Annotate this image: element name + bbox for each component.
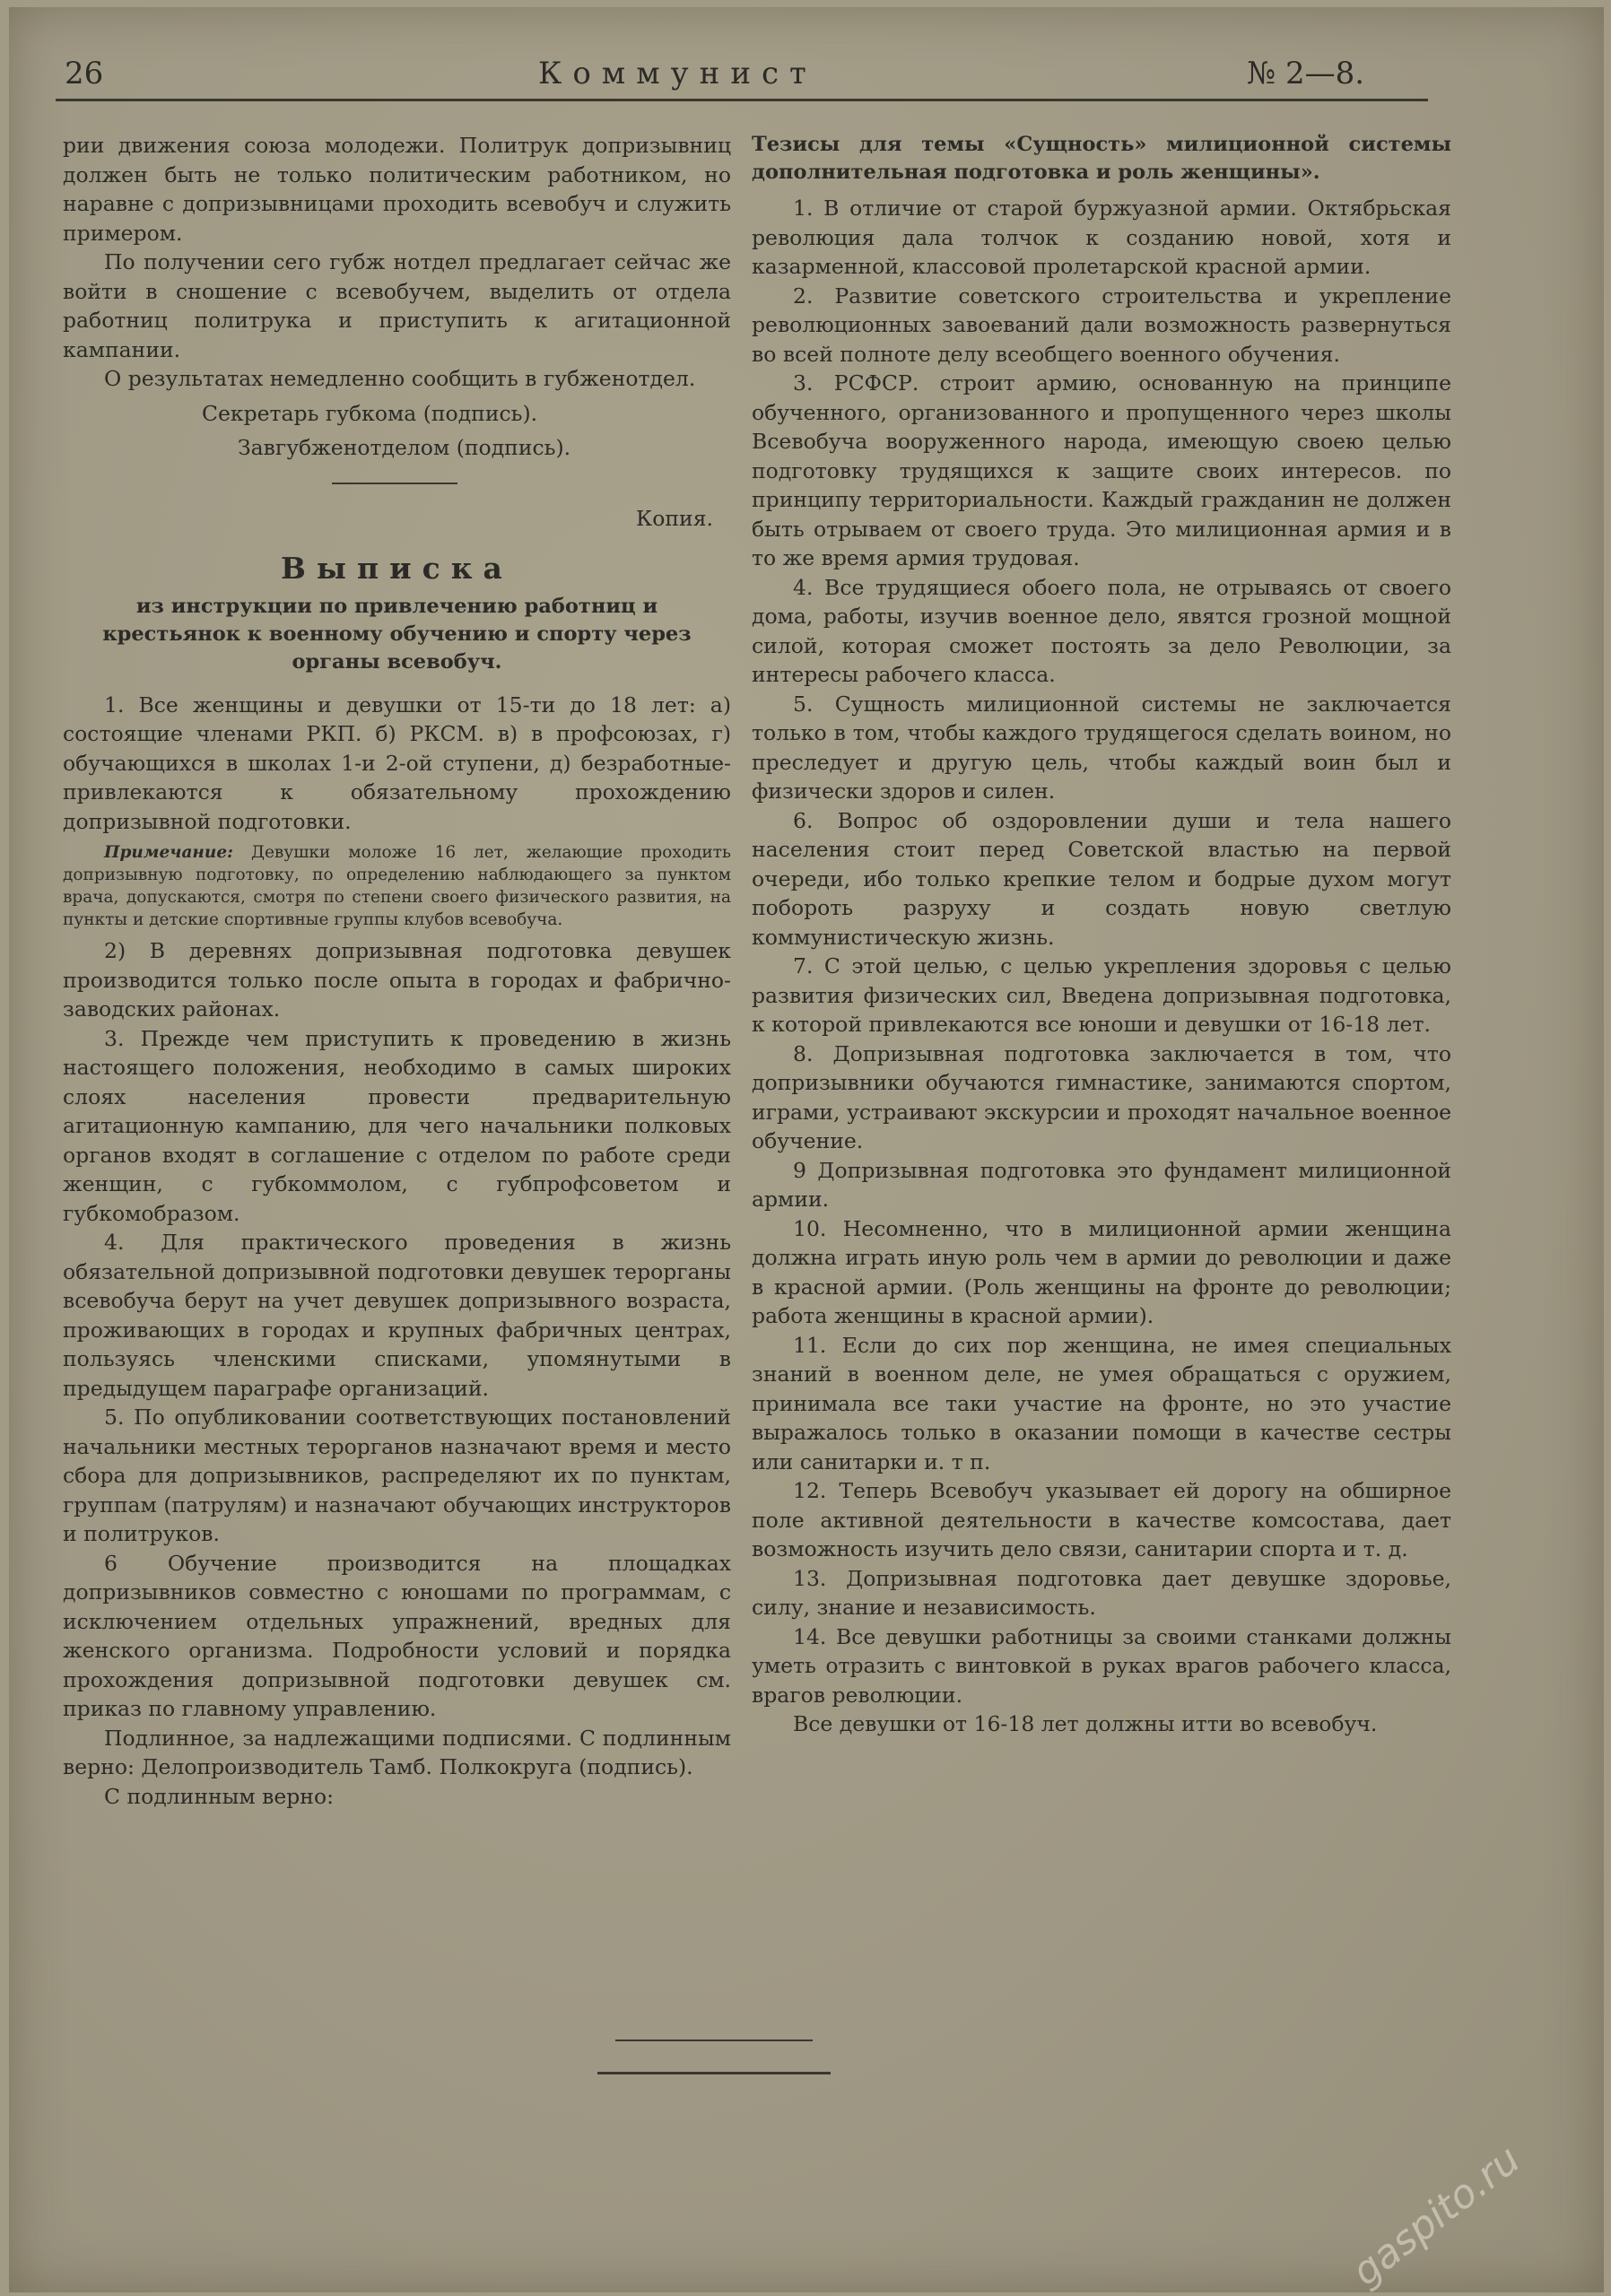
thesis-item: 1. В отличие от старой буржуазной армии. Октябрьская революция дала толчок к созданию новой, хотя и казарменной, классовой пролетарской красной армии. — [752, 196, 1451, 279]
thesis-item: 9 Допризывная подготовка это фундамент милиционной армии. — [752, 1157, 1451, 1212]
section-title: Выписка — [281, 551, 513, 586]
paragraph: По получении сего губж нотдел предлагает сейчас же войти в сношение с всевобучем, выделить от отдела работниц политрука и приступить к агитационной кампании. — [63, 249, 731, 362]
list-item: С подлинным верно: — [104, 1783, 335, 1809]
header-rule — [56, 99, 1428, 101]
thesis-item: 2. Развитие советского строительства и укрепление революционных завоеваний дали возможность развернуться во всей полноте делу всеобщего военного обучения. — [752, 283, 1451, 367]
thesis-item: 11. Если до сих пор женщина, не имея специальных знаний в военном деле, не умея обращаться с оружием, принимала все таки участие на фронте, но это участие выражалось только в оказании помощи в качестве сестры или санитарки и. т п. — [752, 1332, 1451, 1474]
page-header — [0, 56, 1611, 109]
thesis-item: 10. Несомненно, что в милиционной армии женщина должна играть иную роль чем в армии до революции и даже в красной армии. (Роль женщины на фронте до революции; работа женщины в красной армии). — [752, 1215, 1451, 1328]
copy-label: Копия. — [636, 505, 713, 531]
thesis-item: 14. Все девушки работницы за своими станками должны уметь отразить с винтовкой в руках врагов рабочего класса, врагов революции. — [752, 1623, 1451, 1708]
thesis-item: 12. Теперь Всевобуч указывает ей дорогу на обширное поле активной деятельности в качестве комсостава, дает возможность изучить дело связи, санитарии спорта и т. д. — [752, 1478, 1451, 1561]
end-rule — [597, 2072, 831, 2074]
thesis-item: 5. Сущность милиционной системы не заключается только в том, чтобы каждого трудящегося сделать воином, но преследует и другую цель, чтобы каждый воин был и физически здоров и силен. — [752, 691, 1451, 804]
thesis-item: 3. РСФСР. строит армию, основанную на принципе обученного, организованного и пропущенного через школы Всевобуча вооруженного народа, имеющую своею целью подготовку трудящихся к защите своих интересов. по принципу территориальности. Каждый гражданин не должен быть отрываем от своего труда. Это милиционная армия и в то же время армия трудовая. — [752, 370, 1451, 570]
thesis-item: Все девушки от 16-18 лет должны итти во всевобуч. — [793, 1711, 1378, 1736]
divider — [332, 483, 457, 484]
signature-head: Завгубженотделом (подпись). — [238, 435, 571, 460]
watermark: gaspito.ru — [1343, 2136, 1529, 2295]
theses-title: Тезисы для темы «Сущность» милиционной системы дополнительная подготовка и роль женщины». — [752, 133, 1451, 184]
section-subtitle: из инструкции по привлечению работниц и крестьянок к военному обучению и спорту через органы всевобуч. — [102, 594, 692, 674]
paragraph: рии движения союза молодежи. Политрук допризывниц должен быть не только политическим работником, но наравне с допризывницами проходить всевобуч и служить примером. — [63, 133, 731, 246]
issue-number: № 2—8. — [1247, 56, 1365, 91]
note-text: Девушки моложе 16 лет, желающие проходить допризывную подготовку, по определению наблюдающего за пунктом врача, допускаются, смотря по степени своего физического развития, на пункты и детские спортивные группы клубов всевобуча. — [63, 843, 731, 929]
right-column — [752, 131, 1451, 1739]
thesis-item: 8. Допризывная подготовка заключается в том, что допризывники обучаются гимнастике, занимаются спортом, играми, устраивают экскурсии и проходят начальное военное обучение. — [752, 1040, 1451, 1153]
note-label: Примечание: — [104, 843, 233, 862]
list-item: 2) В деревнях допризывная подготовка девушек производится только после опыта в городах и фабрично-заводских районах. — [63, 938, 731, 1022]
list-item: 6 Обучение производится на площадках допризывников совместно с юношами по программам, с исключением отдельных упражнений, вредных для женского организма. Подробности условий и порядка прохождения допризывной подготовки девушек см. приказ по главному управлению. — [63, 1550, 731, 1721]
signature-secretary: Секретарь губкома (подпись). — [202, 400, 538, 426]
list-item: 3. Прежде чем приступить к проведению в жизнь настоящего положения, необходимо в самых широких слоях населения провести предварительную агитационную кампанию, для чего начальники полковых органов входят в соглашение с отделом по работе среди женщин, с губкоммолом, с губпрофсоветом и губкомобразом. — [63, 1025, 731, 1226]
end-rule — [615, 2039, 813, 2041]
list-item: 4. Для практического проведения в жизнь обязательной допризывной подготовки девушек терорганы всевобуча берут на учет девушек допризывного возраста, проживающих в городах и крупных фабричных центрах, пользуясь членскими списками, упомянутыми в предыдущем параграфе организаций. — [63, 1230, 731, 1401]
list-item: 1. Все женщины и девушки от 15-ти до 18 лет: а) состоящие членами РКП. б) РКСМ. в) в профсоюзах, г) обучающихся в школах 1-и 2-ой ступени, д) безработные-привлекаются к обязательному прохождению допризывной подготовки. — [63, 691, 731, 834]
thesis-item: 7. С этой целью, с целью укрепления здоровья с целью развития физических сил, Введена допризывная подготовка, к которой привлекаются все юноши и девушки от 16-18 лет. — [752, 953, 1451, 1037]
thesis-item: 6. Вопрос об оздоровлении души и тела нашего населения стоит перед Советской властью на первой очереди, ибо только крепкие телом и бодрые духом могут побороть разруху и создать новую светлую коммунистическую жизнь. — [752, 807, 1451, 950]
page-number: 26 — [65, 56, 104, 91]
list-item: 5. По опубликовании соответствующих постановлений начальники местных терорганов назначают время и место сбора для допризывников, распределяют их по пунктам, группам (патрулям) и назначают обучающих инструкторов и политруков. — [63, 1405, 731, 1546]
thesis-item: 4. Все трудящиеся обоего пола, не отрываясь от своего дома, работы, изучив военное дело, явятся грозной мощной силой, которая сможет постоять за дело Революции, за интересы рабочего класса. — [752, 574, 1451, 687]
journal-title: Коммунист — [538, 56, 817, 91]
list-item: Подлинное, за надлежащими подписями. С подлинным верно: Делопроизводитель Тамб. Полкокруга (подпись). — [63, 1725, 731, 1779]
paragraph: О результатах немедленно сообщить в губженотдел. — [104, 366, 696, 391]
thesis-item: 13. Допризывная подготовка дает девушке здоровье, силу, знание и независимость. — [752, 1565, 1451, 1620]
note — [63, 841, 731, 931]
left-column — [63, 131, 731, 1811]
